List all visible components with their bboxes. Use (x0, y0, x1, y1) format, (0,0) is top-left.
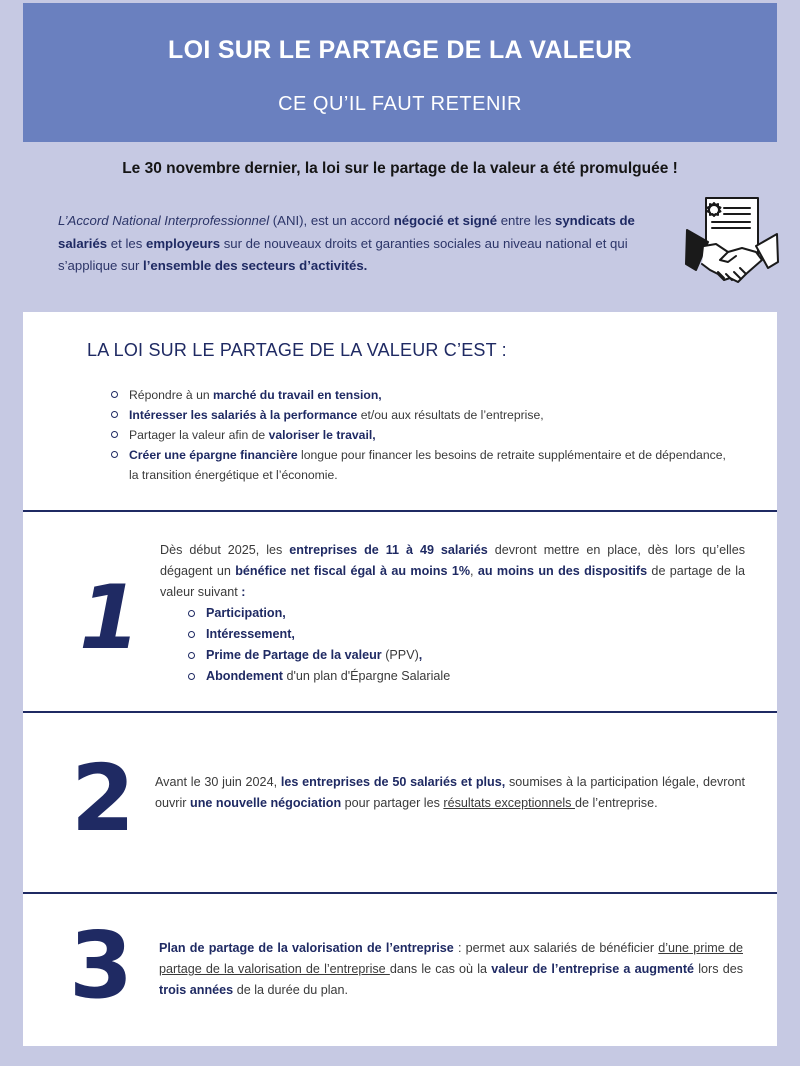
header-banner (23, 3, 777, 142)
dispositifs-list (188, 603, 745, 687)
intro-bold: syndicats de salariés (58, 213, 635, 251)
intro-bold: l’ensemble des secteurs d’activités. (143, 258, 368, 273)
law-summary-panel (23, 312, 777, 510)
list-item (188, 666, 745, 687)
item-bold: marché du travail en tension, (213, 388, 382, 402)
list-item (188, 624, 745, 645)
item-bold: Intéressement, (206, 627, 295, 641)
point-text: devront mettre en place, dès lors qu’elles dégagent un (160, 543, 745, 578)
point-text: pour partager les (341, 796, 444, 810)
point-underlined: d’une prime de partage de la valorisation de l’entreprise (159, 941, 743, 976)
point-3-panel (23, 894, 777, 1046)
item-bold: Abondement (206, 669, 283, 683)
intro-italic: L’Accord National Interprofessionnel (58, 213, 270, 228)
item-bold: Créer une épargne financière (129, 448, 298, 462)
promulgation-notice: Le 30 novembre dernier, la loi sur le partage de la valeur a été promulguée ! (122, 160, 678, 177)
intro-text: et les (107, 235, 146, 251)
point-1-panel (23, 512, 777, 711)
page-subtitle: CE QU’IL FAUT RETENIR (278, 93, 522, 115)
point-text: , (470, 564, 478, 578)
point-bold: : (241, 585, 246, 599)
point-text: soumises à la participation légale, devront ouvrir (155, 775, 745, 810)
intro-text: (ANI), est un accord (269, 213, 394, 228)
intro-text: sur de nouveaux droits et garanties sociales au niveau national et qui s’applique sur (58, 235, 628, 273)
item-bold: Prime de Partage de la valeur (206, 648, 382, 662)
point-3-text (159, 938, 743, 1001)
item-bold: Intéresser les salariés à la performance (129, 408, 358, 422)
point-2-text (155, 772, 745, 814)
point-2-panel (23, 713, 777, 892)
point-text: dans le cas où la (389, 962, 492, 976)
point-text: Avant le 30 juin 2024, (155, 775, 281, 789)
list-item (111, 385, 731, 405)
list-item (188, 645, 745, 666)
point-bold: Plan de partage de la valorisation de l’entreprise (159, 941, 454, 955)
point-text: de l’entreprise. (574, 796, 658, 810)
intro-text: entre les (497, 213, 555, 228)
item-text: d'un plan d'Épargne Salariale (282, 669, 451, 683)
point-number: 3 (69, 912, 134, 1019)
list-item (111, 405, 731, 425)
list-item (111, 425, 731, 445)
item-bold: Participation, (206, 606, 286, 620)
item-bold: valoriser le travail, (268, 428, 376, 442)
point-bold: trois années (159, 983, 234, 997)
point-text: : permet aux salariés de bénéficier (453, 941, 659, 955)
point-number: 1 (79, 566, 141, 669)
point-bold: bénéfice net fiscal égal à au moins 1% (235, 564, 471, 578)
point-number: 2 (71, 745, 136, 852)
contract-handshake-icon (684, 194, 780, 290)
intro-paragraph (58, 210, 658, 278)
point-text: Dès début 2025, les (160, 543, 290, 557)
point-bold: au moins un des dispositifs (477, 564, 648, 578)
point-text: de partage de la valeur suivant (160, 564, 745, 599)
item-text: (PPV) (381, 648, 419, 662)
intro-bold: négocié et signé (393, 213, 498, 228)
point-underlined: résultats exceptionnels (443, 796, 575, 810)
page-title: LOI SUR LE PARTAGE DE LA VALEUR (168, 36, 632, 64)
law-summary-list (111, 385, 731, 485)
item-text: longue pour financer les besoins de retraite supplémentaire et de dépendance, la transition énergétique et l’économie. (129, 448, 726, 482)
item-text: Répondre à un (129, 388, 214, 402)
intro-bold: employeurs (146, 235, 221, 251)
item-bold: , (418, 648, 423, 662)
point-bold: valeur de l’entreprise a augmenté (491, 962, 695, 976)
point-bold: les entreprises de 50 salariés et plus, (280, 775, 506, 789)
list-item (111, 445, 731, 485)
point-1-text (160, 540, 745, 687)
point-bold: une nouvelle négociation (190, 796, 342, 810)
point-text: de la durée du plan. (233, 983, 349, 997)
point-bold: entreprises de 11 à 49 salariés (289, 543, 488, 557)
point-text: lors des (694, 962, 743, 976)
list-item (188, 603, 745, 624)
item-text: Partager la valeur afin de (129, 428, 269, 442)
law-summary-heading: LA LOI SUR LE PARTAGE DE LA VALEUR C’EST : (87, 340, 507, 360)
item-text: et/ou aux résultats de l’entreprise, (357, 408, 544, 422)
